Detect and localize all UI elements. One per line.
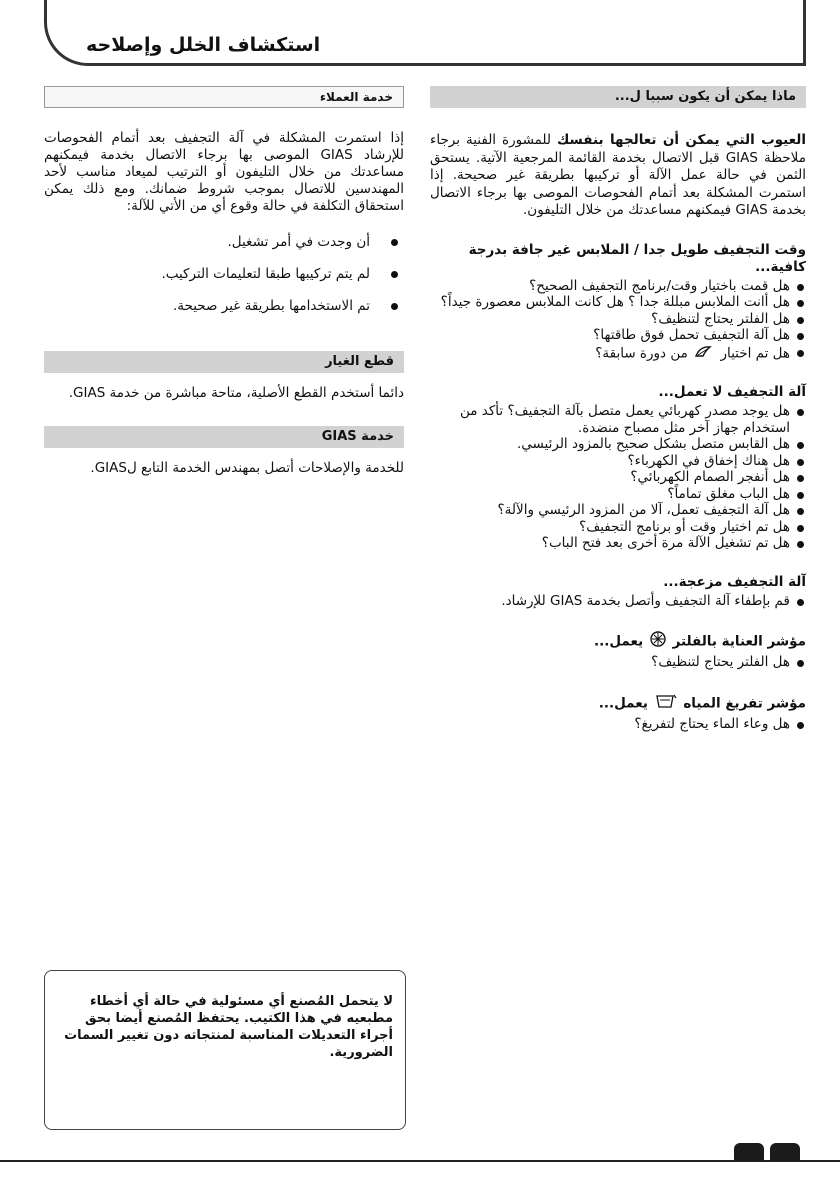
section-title-causes: ماذا يمكن أن يكون سببا ل...: [430, 86, 806, 108]
list-item: هل أنفجر الصمام الكهربائي؟: [430, 469, 806, 486]
heading-not-working: آلة التجفيف لا تعمل...: [658, 384, 806, 400]
list-item: قم بإطفاء آلة التجفيف وأتصل بخدمة GIAS للإرشاد.: [430, 593, 806, 610]
troubleshooting-column: [430, 86, 806, 732]
list-item: أن وجدت في أمر تشغيل.: [44, 233, 404, 251]
list-noisy: [430, 593, 806, 610]
service-column: [44, 86, 404, 477]
list-item: لم يتم تركيبها طبقا لتعليمات التركيب.: [44, 265, 404, 283]
heading-filter-indicator: مؤشر العناية بالفلتر يعمل...: [430, 631, 806, 652]
list-item: هل هناك إخفاق في الكهرباء؟: [430, 453, 806, 470]
list-item: هل تم تشغيل الآلة مرة أخرى بعد فتح الباب؟: [430, 535, 806, 552]
spare-parts-text: دائما أستخدم القطع الأصلية، متاحة مباشرة من خدمة GIAS.: [68, 385, 404, 401]
intro-bold: العيوب التي يمكن أن تعالجها بنفسك: [556, 132, 806, 148]
section-title-gias-service: خدمة GIAS: [44, 426, 404, 448]
list-item: هل آلة التجفيف تعمل، آلا من المزود الرئيسي والآلة؟: [430, 502, 806, 519]
water-container-icon: [655, 693, 677, 714]
customer-service-list: [44, 233, 404, 315]
heading-drying-time: وقت التجفيف طويل جدا / الملابس غير جافة بدرجة كافية...: [468, 241, 806, 275]
page-title: استكشاف الخلل وإصلاحه: [86, 34, 321, 56]
list-item: هل أانت الملابس مبللة جدا ؟ هل كانت الملابس معصورة جيداً؟: [430, 294, 806, 311]
header-frame: [44, 0, 806, 66]
list-item: هل قمت باختيار وقت/برنامج التجفيف الصحيح؟: [430, 278, 806, 295]
heading-water-indicator: مؤشر تفريغ المياه يعمل...: [430, 693, 806, 714]
list-item: هل الباب مغلق تماماً؟: [430, 486, 806, 503]
list-item: هل يوجد مصدر كهربائي يعمل متصل بآلة التجفيف؟ تأكد من استخدام جهاز آخر مثل مصباح منضدة.: [430, 403, 806, 436]
list-filter-indicator: [430, 654, 806, 671]
list-item: هل تم اختيار من دورة سابقة؟: [430, 344, 806, 363]
gias-service-text: للخدمة والإصلاحات أتصل بمهندس الخدمة التابع لGIAS.: [90, 460, 404, 476]
list-item: هل الفلتر يحتاج لتنظيف؟: [430, 654, 806, 671]
footer-line: [0, 1160, 840, 1162]
list-item: هل الفلتر يحتاج لتنظيف؟: [430, 311, 806, 328]
customer-service-text: إذا استمرت المشكلة في آلة التجفيف بعد أتمام الفحوصات للإرشاد GIAS الموصى بها برجاء الاتصال بخدمة فيمكنهم مساعدتك من خلال التليفون أو الترتيب لميعاد مناسب لأحد المهندسين للاتصال بموجب شروط ضمانك. ومع ذلك يمكن استحقاق التكلفة في حالة وقوع أي من الأتي للآلة:: [44, 130, 404, 214]
page-tab: [770, 1143, 800, 1161]
section-title-customer-service: خدمة العملاء: [44, 86, 404, 108]
list-item: تم الاستخدامها بطريقة غير صحيحة.: [44, 297, 404, 315]
disclaimer-box: لا يتحمل المُصنع أي مسئولية في حالة أي أخطاء مطبعيه في هذا الكتيب. يحتفظ المُصنع أيضا بحق أجراء التعديلات المناسبة لمنتجاته دون تغيير السمات الضرورية.: [44, 970, 406, 1130]
section-title-spare-parts: قطع الغيار: [44, 351, 404, 373]
list-item: هل تم اختيار وقت أو برنامج التجفيف؟: [430, 519, 806, 536]
list-item: هل آلة التجفيف تحمل فوق طاقتها؟: [430, 327, 806, 344]
troubleshooting-intro: [430, 132, 806, 220]
intro-text: للمشورة الفنية برجاء ملاحظة GIAS قبل الاتصال بخدمة القائمة المرجعية الآتية. يستحق الثمن في حالة عمل الآلة أو تركيبها بطريقة غير صحيحة. إذا استمرت المشكلة بعد أتمام الفحوصات الموصى بها برجاء الاتصال بخدمة GIAS فيمكنهم مساعدتك من خلال التليفون.: [430, 132, 806, 218]
heading-noisy: آلة التجفيف مزعجة...: [663, 573, 806, 590]
list-item: هل وعاء الماء يحتاج لتفريغ؟: [430, 716, 806, 733]
list-item: هل القابس متصل بشكل صحيح بالمزود الرئيسي.: [430, 436, 806, 453]
list-not-working: [430, 403, 806, 552]
list-water-indicator: [430, 716, 806, 733]
gentle-dry-icon: [694, 344, 714, 363]
page-tab: [734, 1143, 764, 1161]
list-drying-time: [430, 278, 806, 363]
filter-icon: [650, 631, 666, 652]
